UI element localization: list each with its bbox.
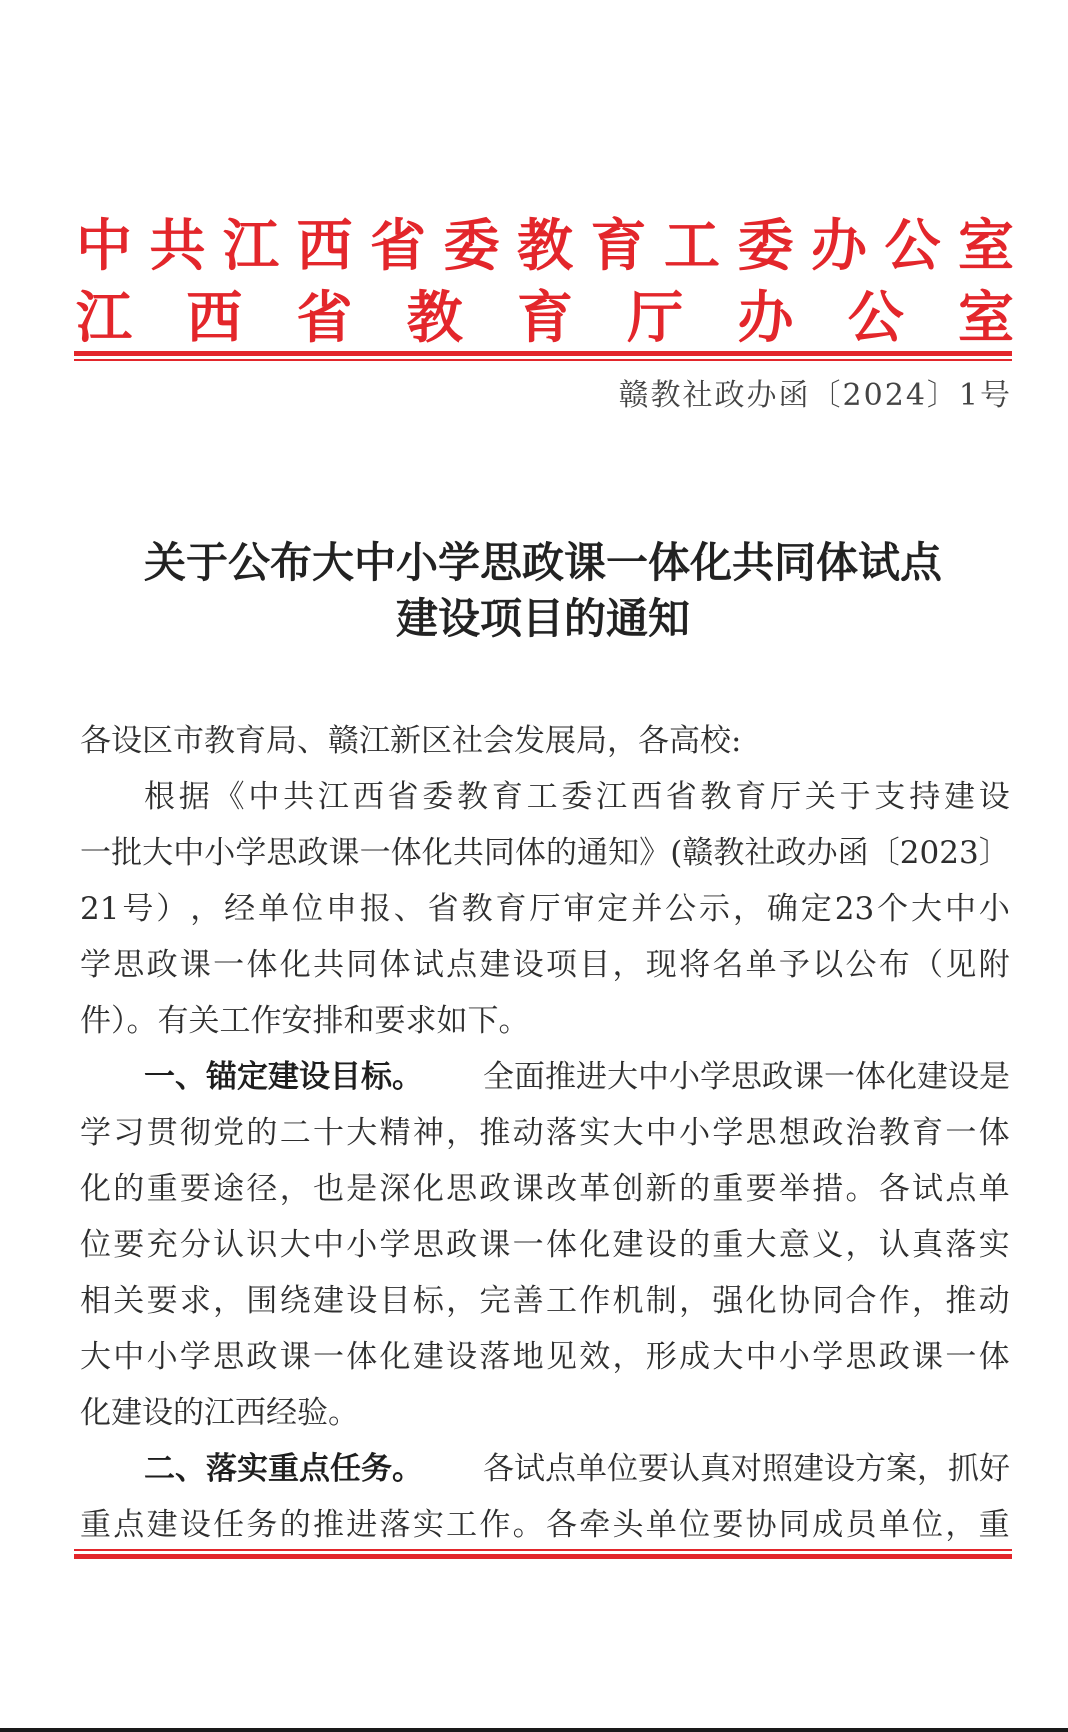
paragraph-1-line: 一 批 大 中 小 学 思 政 课 一 体 化 共 同 体 的 通 知 》 ( 赣 教 社 政 办 函 〔 2023 〕	[80, 835, 1010, 871]
paragraph-2-line: 一、锚定建设目标。 全面推进大中小学思政课一体化建设是	[144, 1059, 1010, 1095]
document-number: 赣教社政办函〔2024〕1号	[618, 378, 1012, 413]
letterhead-line-2: 江 西 省 教 育 厅 办 公 室	[76, 285, 1014, 351]
paragraph-1-line: 件）。有关工作安排和要求如下。	[80, 1003, 530, 1039]
paragraph-1-line: 21 号 ） ， 经 单 位 申 报 、 省 教 育 厅 审 定 并 公 示 ， 确 定 23 个 大 中 小	[80, 891, 1010, 927]
letterhead-line-1: 中 共 江 西 省 委 教 育 工 委 办 公 室	[76, 213, 1014, 279]
section-heading-2: 二、落实重点任务。	[144, 1451, 423, 1487]
paragraph-2-line: 位 要 充 分 认 识 大 中 小 学 思 政 课 一 体 化 建 设 的 重 大 意 义 ， 认 真 落 实	[80, 1227, 1010, 1263]
paragraph-2-line: 化 的 重 要 途 径 ， 也 是 深 化 思 政 课 改 革 创 新 的 重 要 举 措 。 各 试 点 单	[80, 1171, 1010, 1207]
paragraph-2-line: 大 中 小 学 思 政 课 一 体 化 建 设 落 地 见 效 ， 形 成 大 中 小 学 思 政 课 一 体	[80, 1339, 1010, 1375]
footer-red-rule-thick	[74, 1554, 1012, 1559]
paragraph-3-line: 重 点 建 设 任 务 的 推 进 落 实 工 作 。 各 牵 头 单 位 要 协 同 成 员 单 位 ， 重	[80, 1507, 1010, 1543]
paragraph-1-line: 根 据 《 中 共 江 西 省 委 教 育 工 委 江 西 省 教 育 厅 关 于 支 持 建 设	[144, 779, 1010, 815]
screen-bottom-edge	[0, 1728, 1068, 1732]
paragraph-2-line: 学 习 贯 彻 党 的 二 十 大 精 神 ， 推 动 落 实 大 中 小 学 思 想 政 治 教 育 一 体	[80, 1115, 1010, 1151]
salutation: 各设区市教育局、赣江新区社会发展局，各高校:	[80, 723, 742, 759]
section-heading-1: 一、锚定建设目标。	[144, 1059, 423, 1095]
footer-red-rule-thin	[74, 1549, 1012, 1551]
paragraph-2-line: 相 关 要 求 ， 围 绕 建 设 目 标 ， 完 善 工 作 机 制 ， 强 化 协 同 合 作 ， 推 动	[80, 1283, 1010, 1319]
letterhead-red-rule-thin	[74, 359, 1012, 361]
document-title-line-1: 关于公布大中小学思政课一体化共同体试点	[143, 538, 942, 587]
paragraph-2-line: 化建设的江西经验。	[80, 1395, 359, 1431]
paragraph-3-line: 二、落实重点任务。 各试点单位要认真对照建设方案，抓好	[144, 1451, 1010, 1487]
letterhead-red-rule-thick	[74, 351, 1012, 356]
paragraph-1-line: 学 思 政 课 一 体 化 共 同 体 试 点 建 设 项 目 ， 现 将 名 单 予 以 公 布 （ 见 附	[80, 947, 1010, 983]
document-title-line-2: 建设项目的通知	[395, 594, 690, 643]
